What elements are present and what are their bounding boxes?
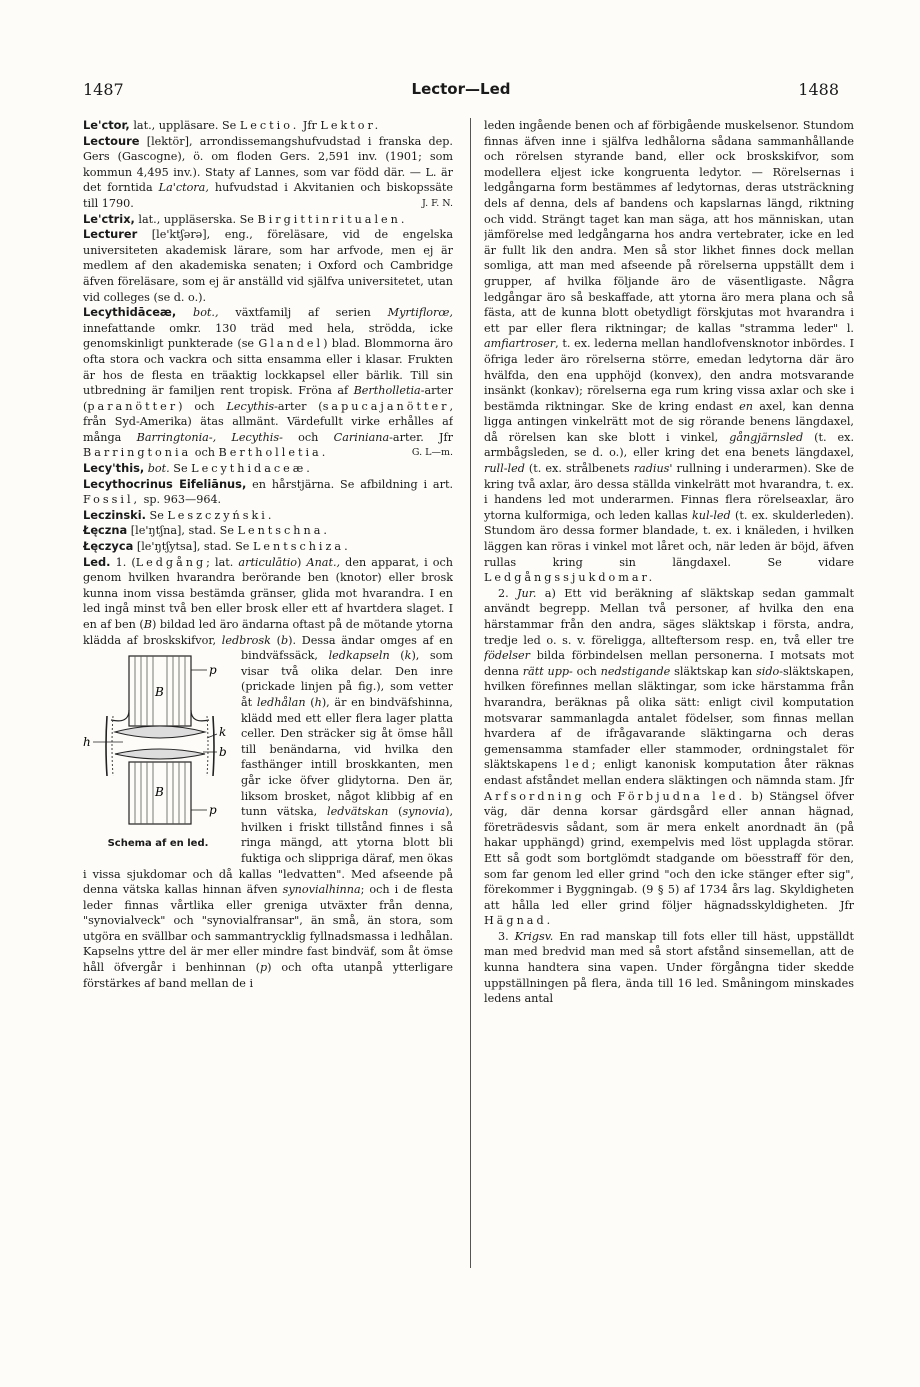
right-column xyxy=(484,118,854,1368)
cross-reference: Lecythidaceæ. xyxy=(191,462,313,476)
cross-reference: Leszczyński. xyxy=(167,508,275,522)
page-header xyxy=(83,80,839,104)
figure-caption: Schema af en led. xyxy=(107,838,209,850)
cross-reference: Hägnad. xyxy=(484,914,554,928)
headword: Leczinski. xyxy=(83,507,146,522)
label-periosteum-bottom: p xyxy=(209,803,217,818)
joint-schema-figure xyxy=(83,650,233,850)
headword: Lecythocrinus Eifeliānus, xyxy=(83,476,247,491)
cross-reference: paranötter xyxy=(87,399,179,413)
cross-reference: Lectio. xyxy=(239,119,300,132)
headword: Lectoure xyxy=(83,133,140,148)
cross-reference: Barringtonia xyxy=(83,446,192,460)
joint-diagram xyxy=(83,650,233,834)
label-bone-top: B xyxy=(155,685,164,700)
entry-lecythidaceae: Lecythidāceæ, bot., växtfamilj af serien Myrtiflorœ, innefattande omkr. 130 träd med hela, strödda, icke genomskinligt punkterade (se Glandel) blad. Blommorna äro ofta stora och vackra och sitta ensamma eller i klasar. Frukten är hos de flesta en träaktig lockkapsel eller bärlik. Till sin utbredning är familjen rent tropisk. Fröna af Bertholletia-arter (paranötter) och Lecythis-arter (sapucajanötter, från Syd-Amerika) ätas allmänt. Värdefullt virke erhålles af många Barringtonia-, Lecythis- och Cariniana-arter. Jfr Barringtonia och Bertholletia. G. L—m. xyxy=(83,305,453,460)
entry-lecythocrinus: Lecythocrinus Eifeliānus, en hårstjärna. Se afbildning i art. Fossil, sp. 963—964. xyxy=(83,476,453,507)
cross-reference: Ledgångssjukdomar. xyxy=(484,571,656,585)
cross-reference: Bertholletia. xyxy=(218,446,329,460)
page-number-right: 1488 xyxy=(798,80,839,99)
cross-reference: Ledgång xyxy=(135,555,207,569)
entry-lecturer: Lecturer [le'ktʃərə], eng., föreläsare, vid de engelska universiteten akademisk lärare, som har arfvode, men ej är medlem af den akademiska senaten; i Oxford och Cambridge äfven föreläsare, som ej är anställd vid själfva universitetet, utan vid colleges (se d. o.). xyxy=(83,227,453,304)
headword: Le'ctor, xyxy=(83,118,130,132)
entry-led: Led. 1. (Ledgång; lat. articulātio) Anat., den apparat, i och genom hvilken hvarandra berörande ben (knotor) eller brosk kunna inom vissa bestämda gränser, glida mot hvarandra. I en led ingå minst två ben eller brosk eller ett af hvartdera slaget. I en af ben (B) bildad led äro ändarna oftast på de mötande ytorna klädda af broskskifvor, ledbrosk (b). Dessa ändar omges af en bindväfssäck, p B k h b B p Schema af en led. ledkapseln (k), som visar två olika delar. Den inre (prickade linjen på fig.), som vetter åt ledhålan (h), är en bindväfshinna, klädd med ett eller flera lager platta celler. Den sträcker sig åt ömse håll till benändarna, vid hvilka den fasthänger intill broskkanten, men går icke öfver glidytorna. Den är, liksom brosket, något klibbig af en tunn vätska, ledvätskan (synovia), hvilken i friskt tillstånd finnes i så ringa mängd, att ytorna blott bli fuktiga och slippriga däraf, men ökas i vissa sjukdomar och då kallas "ledvatten". Med afseende på denna vätska kallas hinnan äfven synovialhinna; och i de flesta leder finnas vårtlika eller greniga utväxter från denna, "synovialveck" och "synovialfransar", än små, än stora, som utgöra en svällbar och sammantrycklig fyllnadsmassa i ledhålan. Kapselns yttre del är mer eller mindre fast bindväf, som åt ömse håll öfvergår i benhinnan (p) och ofta utanpå ytterligare förstärkes af band mellan de i xyxy=(83,554,453,990)
label-cartilage: b xyxy=(219,745,227,760)
headword: Led. xyxy=(83,554,111,569)
left-column xyxy=(83,118,453,1368)
cross-reference: Arfsordning xyxy=(484,789,585,803)
headword: Le'ctrix, xyxy=(83,211,135,226)
entry-leczyca: Łęczyca [le'ŋtʃytsa], stad. Se Lentschiza. xyxy=(83,539,351,554)
running-head: Lector—Led xyxy=(411,80,511,98)
page-number-left: 1487 xyxy=(83,80,124,99)
entry-lecythis: Lecy'this, bot. Se Lecythidaceæ. xyxy=(83,461,313,476)
cross-reference: Lentschiza. xyxy=(252,540,351,554)
author-signature: G. L—m. xyxy=(411,447,453,459)
entry-lector: Le'ctor, lat., uppläsare. Se Lectio. Jfr Lektor. xyxy=(83,118,382,132)
entry-lectoure: Lectoure [lektör], arrondissemangshufvudstad i franska dep. Gers (Gascogne), ö. om floden Gers. 2,591 inv. (1901; som kommun 4,495 inv.). Staty af Lannes, som var född där. — L. är det forntida La'ctora, hufvudstad i Akvitanien och biskopssäte till 1790. J. F. N. xyxy=(83,133,453,210)
cross-reference: Lentschna. xyxy=(237,524,330,538)
entry-leczna: Łęczna [le'ŋtʃna], stad. Se Lentschna. xyxy=(83,523,330,538)
entry-leczinski: Leczinski. Se Leszczyński. xyxy=(83,507,275,522)
label-joint-cavity: h xyxy=(83,735,91,750)
headword: Łęczna xyxy=(83,523,128,538)
cross-reference: sapucajanötter xyxy=(322,399,450,413)
cross-reference: Glandel xyxy=(258,337,324,351)
column-divider xyxy=(470,118,471,1268)
headword: Lecy'this, xyxy=(83,461,145,476)
headword: Lecturer xyxy=(83,227,138,242)
label-bone-bottom: B xyxy=(155,785,164,800)
author-signature: J. F. N. xyxy=(422,197,453,209)
cross-reference: Lektor. xyxy=(320,119,382,132)
led-sense-3-krigsv: 3. Krigsv. En rad manskap till fots eller till häst, uppställdt man med bredvid man med så stort afstånd sinsemellan, att de kunna handtera sina vapen. Under förgångna tider skedde uppställningen på flera, ända till 16 led. Småningom minskades ledens antal xyxy=(484,929,854,1006)
cross-reference: Birgittinritualen. xyxy=(257,212,408,226)
led-continuation: leden ingående benen och af förbigående muskelsenor. Stundom finnas äfven inne i själfva ledhålorna sådana sammanhållande och rörelsen styrande band, eller ock broskskifvor, som modellera eljest icke kongruenta ledytor. — Rörelsernas i ledgångarna form bestämmes af ledytornas, deras utsträckning dels af denna, dels af bandens och kapslarnas längd, riktning och vidd. Strängt taget kan man säga, att hos människan, utan jämförelse med ledgångarna hos andra vertebrater, icke en led är fullt lik den andra. Men så stor likhet finnes dock mellan somliga, att man med afseende på rörelserna uppställt dem i grupper, af hvilka följande äro de väsentligaste. Några ledgångar äro så beskaffade, att ytorna äro mera plana och så fästa, att de kunna blott obetydligt förskjutas mot hvarandra i ett par eller flera riktningar; de kallas "stramma leder" l. amfiartroser, t. ex. lederna mellan handlofvensknotor inbördes. I öfriga leder äro rörelserna större, emedan ledytorna där äro hvälfda, den ena upphöjd (konvex), den andra motsvarande insänkt (konkav); rörelserna ega rum kring vissa axlar och ske i bestämda riktningar. Ske de kring endast en axel, kan denna ligga antingen vinkelrätt mot de sig rörande benens längdaxel, då rörelsen kan ske blott i vinkel, gångjärnsled (t. ex. armbågsleden, se d. o.), eller kring det ena benets längdaxel, rull-led (t. ex. strålbenets radius' rullning i underarmen). Ske de kring två axlar, äro dessa ställda vinkelrätt mot hvarandra, t. ex. i handens led mot underarmen. Finnas flera rörelseaxlar, äro ytorna kulformiga, och leden kallas kul-led (t. ex. skulderleden). Stundom äro dessa former blandade, t. ex. i knäleden, i hvilken läggen kan röras i vinkel mot låret och, när leden är böjd, äfven rullas kring sin längdaxel. Se vidare Ledgångssjukdomar. xyxy=(484,119,854,585)
label-periosteum-top: p xyxy=(209,663,217,678)
headword: Lecythidāceæ, xyxy=(83,305,177,320)
led-sense-2-jur: 2. Jur. a) Ett vid beräkning af släktskap sedan gammalt användt begrepp. Mellan två personer, af hvilka den ena härstammar från den andra, säges släktskap i första, andra, tredje led o. s. v. föreligga, allteftersom resp. en, två eller tre födelser bilda förbindelsen mellan personerna. I motsats mot denna rätt upp- och nedstigande släktskap kan sido-släktskapen, hvilken förefinnes mellan släktingar, som icke härstamma från hvarandra, beräknas på olika sätt: enligt civil komputation motsvarar sammanlagda antalet födelser, som finnas mellan hvardera af de ifrågavarande släktingarna och deras gemensamma stamfader eller stammoder, ordningstalet för släktskapens led; enligt kanonisk komputation åter räknas endast afståndet mellan endera släktingen och nämnda stam. Jfr Arfsordning och Förbjudna led. b) Stängsel öfver väg, där denna korsar gärdsgård eller annan hägnad, företrädesvis sådant, som är mera enkelt anordnadt än (på hakar upphängd) grind, exempelvis med löst upplagda störar. Ett så godt som bortglömdt stadgande om böesstraff för den, som far genom led eller grind "och den icke stänger efter sig", förekommer i Byggningab. (9 § 5) af 1734 års lag. Skyldigheten att hålla led eller grind följer hägnadsskyldigheten. Jfr Hägnad. xyxy=(484,586,854,928)
entry-lectrix: Le'ctrix, lat., uppläserska. Se Birgittinritualen. xyxy=(83,211,408,226)
cross-reference: Fossil, xyxy=(83,493,141,507)
cross-reference: led xyxy=(565,758,592,772)
label-capsule: k xyxy=(219,725,227,740)
cross-reference: Förbjudna led. xyxy=(617,789,746,803)
headword: Łęczyca xyxy=(83,539,134,554)
